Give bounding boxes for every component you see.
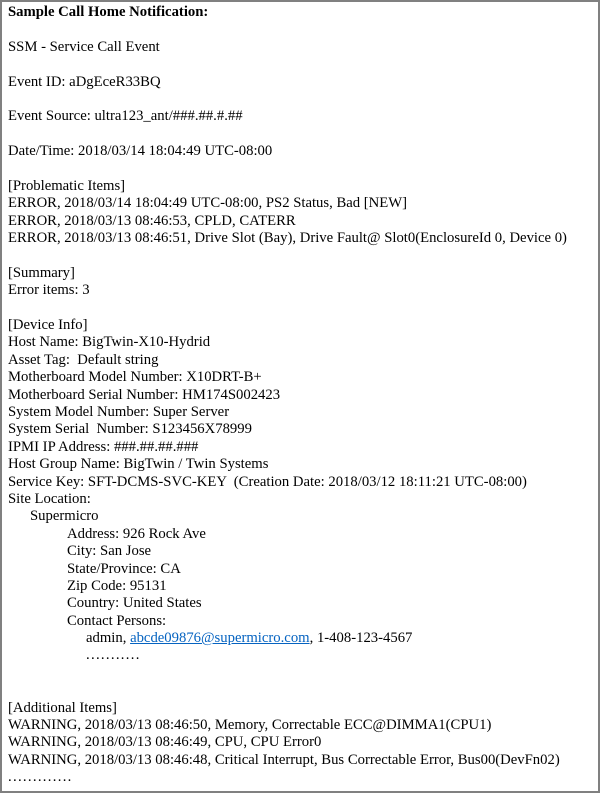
problematic-items-header: [Problematic Items] <box>8 177 126 194</box>
contact-name: admin, <box>86 630 131 647</box>
host-group-line: Host Group Name: BigTwin / Twin Systems <box>8 456 269 473</box>
additional-items-header: [Additional Items] <box>8 699 117 716</box>
service-key-line: Service Key: SFT-DCMS-SVC-KEY (Creation Date: 2018/03/12 18:11:21 UTC-08:00) <box>8 473 527 490</box>
system-model-line: System Model Number: Super Server <box>8 403 230 420</box>
blank-line <box>8 665 592 682</box>
error-line: ERROR, 2018/03/14 18:04:49 UTC-08:00, PS2 Status, Bad [NEW] <box>8 195 408 212</box>
site-name-line: Supermicro <box>30 508 99 525</box>
system-serial-line: System Serial Number: S123456X78999 <box>8 421 252 438</box>
blank-line <box>8 21 592 38</box>
blank-line <box>8 56 592 73</box>
site-location-label: Site Location: <box>8 490 91 507</box>
datetime-line: Date/Time: 2018/03/14 18:04:49 UTC-08:00 <box>8 143 273 160</box>
warning-line: WARNING, 2018/03/13 08:46:49, CPU, CPU Error0 <box>8 734 322 751</box>
country-line: Country: United States <box>67 595 202 612</box>
ipmi-ip-line: IPMI IP Address: ###.##.##.### <box>8 438 199 455</box>
event-type-line: SSM - Service Call Event <box>8 38 160 55</box>
event-source-line: Event Source: ultra123_ant/###.##.#.## <box>8 108 243 125</box>
contact-persons-label: Contact Persons: <box>67 612 167 629</box>
state-province-line: State/Province: CA <box>67 560 181 577</box>
device-info-header: [Device Info] <box>8 317 88 334</box>
motherboard-serial-line: Motherboard Serial Number: HM174S002423 <box>8 386 281 403</box>
motherboard-model-line: Motherboard Model Number: X10DRT-B+ <box>8 369 262 386</box>
contact-line <box>8 630 592 647</box>
document-title: Sample Call Home Notification: <box>8 4 209 20</box>
blank-line <box>8 161 592 178</box>
host-name-line: Host Name: BigTwin-X10-Hydrid <box>8 334 211 351</box>
blank-line <box>8 91 592 108</box>
blank-line <box>8 247 592 264</box>
error-line: ERROR, 2018/03/13 08:46:53, CPLD, CATERR <box>8 212 296 229</box>
city-line: City: San Jose <box>67 543 152 560</box>
blank-line <box>8 126 592 143</box>
email-link[interactable]: abcde09876@supermicro.com <box>130 630 310 647</box>
error-line: ERROR, 2018/03/13 08:46:51, Drive Slot (Bay), Drive Fault@ Slot0(EnclosureId 0, Device 0) <box>8 230 567 247</box>
blank-line <box>8 682 592 699</box>
warning-line: WARNING, 2018/03/13 08:46:50, Memory, Correctable ECC@DIMMA1(CPU1) <box>8 717 492 734</box>
warning-line: WARNING, 2018/03/13 08:46:48, Critical Interrupt, Bus Correctable Error, Bus00(DevFn02) <box>8 751 560 768</box>
contact-phone: , 1-408-123-4567 <box>309 630 413 647</box>
ellipsis-line: ............. <box>8 769 73 786</box>
address-line: Address: 926 Rock Ave <box>67 525 206 542</box>
blank-line <box>8 300 592 317</box>
event-id-line: Event ID: aDgEceR33BQ <box>8 73 161 90</box>
error-count-line: Error items: 3 <box>8 282 90 299</box>
ellipsis-line: ........... <box>86 647 141 664</box>
asset-tag-line: Asset Tag: Default string <box>8 351 159 368</box>
summary-header: [Summary] <box>8 264 75 281</box>
zip-code-line: Zip Code: 95131 <box>67 577 167 594</box>
